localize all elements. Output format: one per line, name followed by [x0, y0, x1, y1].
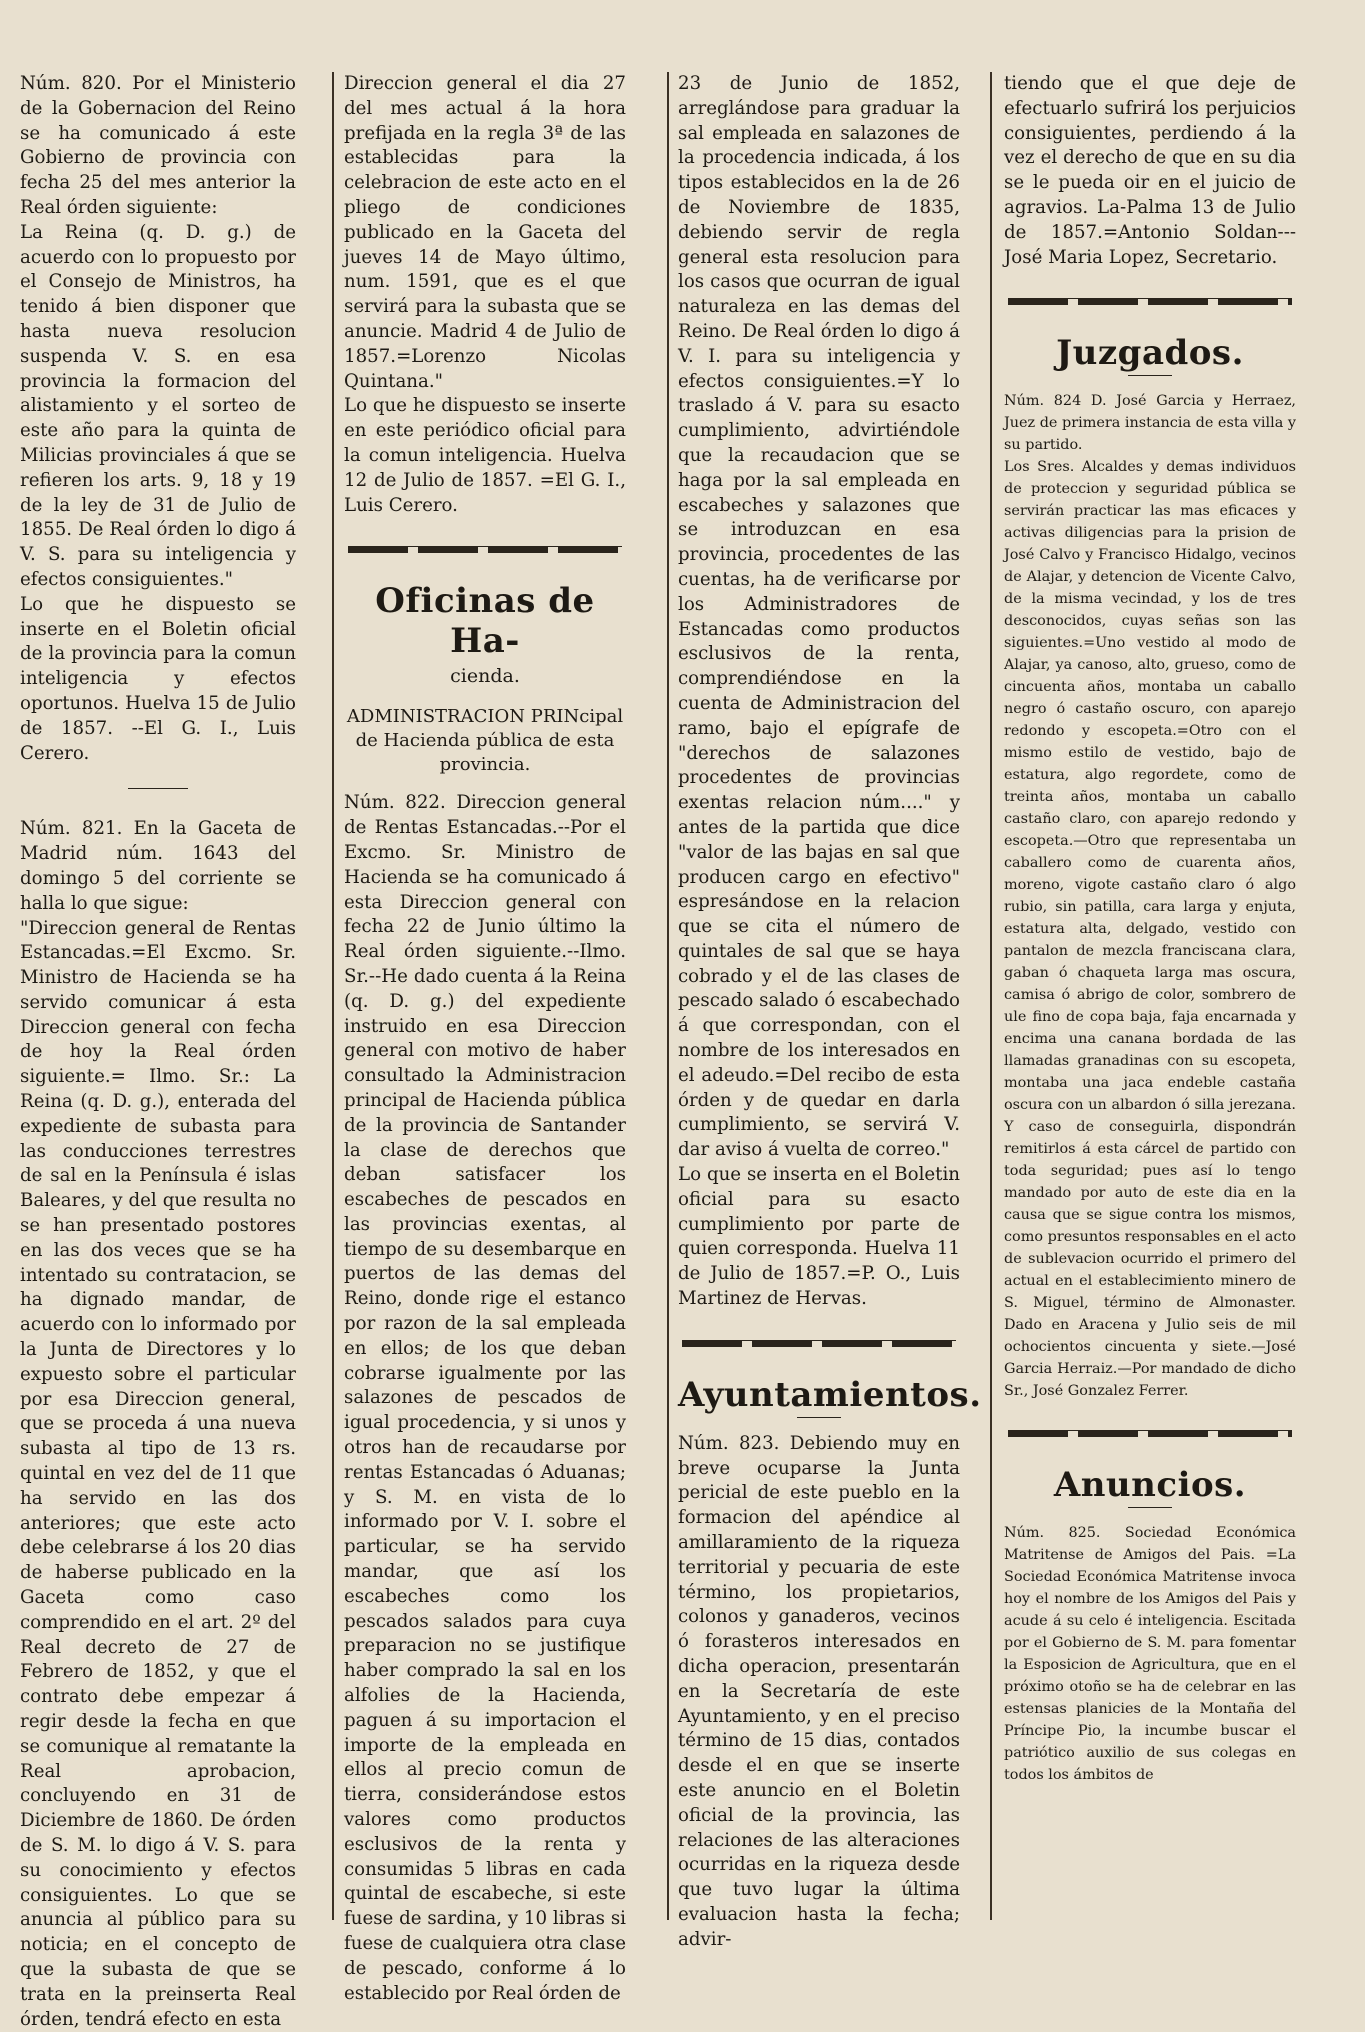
short-divider [1128, 1507, 1172, 1508]
notice-822-body: Núm. 822. Direccion general de Rentas Estancadas.--Por el Excmo. Sr. Ministro de Hacienda se ha comunicado á esta Direccion general con fecha 22 de Junio último la Real órden siguiente.--Ilmo. Sr.--He dado cuenta á la Reina (q. D. g.) del expediente instruido en esa Direccion general con motivo de haber consultado la Administracion principal de Hacienda pública de la provincia de Santander la clase de derechos que deban satisfacer los escabeches de pescados en las provincias exentas, al tiempo de su desembarque en puertos de las demas del Reino, donde rige el estanco por razon de la sal empleada en ellos; de los que deban cobrarse igualmente por las salazones de pescados de igual procedencia, y si unos y otros han de recaudarse por rentas Estancadas ó Aduanas; y S. M. en vista de lo informado por V. I. sobre el particular, se ha servido mandar, que así los escabeches como los pescados salados para cuya preparacion no se justifique haber comprado la sal en los alfolies de la Hacienda, paguen á su importacion el importe de la empleada en ellos al precio comun de tierra, considerándose estos valores como productos esclusivos de la renta y consumidas 5 libras en cada quintal de escabeche, si este fuese de sardina, y 10 libras si fuese de cualquiera otra clase de pescado, conforme á lo establecido por Real órden de [344, 791, 626, 2006]
short-divider [128, 788, 188, 789]
column-2 [344, 72, 626, 1920]
notice-823-continued: tiendo que el que deje de efectuarlo sufrirá los perjuicios consiguientes, perdiendo á la vez el derecho de que en su dia se le pueda oir en el juicio de agravios. La-Palma 13 de Julio de 1857.=Antonio Soldan---José Maria Lopez, Secretario. [1004, 72, 1296, 270]
column-4 [1004, 72, 1296, 1920]
section-title-oficinas: Oficinas de Ha- [344, 581, 626, 661]
notice-824-body: Los Sres. Alcaldes y demas individuos de proteccion y seguridad pública se servirán practicar las mas eficaces y activas diligencias para la prision de José Calvo y Francisco Hidalgo, vecinos de Alajar, y detencion de Vicente Calvo, de la misma vecindad, y los de tres desconocidos, cuyas señas son las siguientes.=Uno vestido al modo de Alajar, ya canoso, alto, grueso, como de cincuenta años, montaba un caballo negro ó castaño oscuro, con aparejo redondo y escopeta.=Otro con el mismo estilo de vestido, bajo de estatura, algo regordete, como de treinta años, montaba un caballo castaño claro, con aparejo redondo y escopeta.—Otro que representaba un caballero como de cuarenta años, moreno, vigote castaño claro ó algo rubio, sin patilla, cara larga y enjuta, estatura alta, delgado, vestido con pantalon de mezcla franciscana clara, gaban ó chaqueta larga mas oscura, camisa ó abrigo de color, sombrero de ule fino de copa baja, faja encarnada y encima una canana bordada de las llamadas granadinas con su escopeta, montaba una jaca endeble castaña oscura con un albardon ó silla jerezana. Y caso de conseguirla, dispondrán remitirlos á esta cárcel de partido con toda seguridad; pues así lo tengo mandado por auto de este dia en la causa que se sigue contra los mismos, como presuntos responsables en el acto de sublevacion ocurrido el primero del actual en el establecimiento minero de S. Miguel, término de Almonaster. Dado en Aracena y Julio seis de mil ochocientos cincuenta y siete.—José Garcia Herraiz.—Por mandado de dicho Sr., José Gonzalez Ferrer. [1004, 456, 1296, 1402]
notice-821-closing: Lo que he dispuesto se inserte en este periódico oficial para la comun inteligencia. Huelva 12 de Julio de 1857. =El G. I., Luis Cerero. [344, 394, 626, 518]
column-3 [678, 72, 960, 1920]
notice-820-body: La Reina (q. D. g.) de acuerdo con lo propuesto por el Consejo de Ministros, ha tenido á bien disponer que hasta nueva resolucion suspenda V. S. en esa provincia la formacion del alistamiento y el sorteo de este año para la quinta de Milicias provinciales á que se refieren los arts. 9, 18 y 19 de la ley de 31 de Julio de 1855. De Real órden lo digo á V. S. para su inteligencia y efectos consiguientes." [20, 221, 296, 593]
section-divider [1008, 1430, 1292, 1437]
column-divider [332, 72, 334, 1920]
notice-825-body: Núm. 825. Sociedad Económica Matritense de Amigos del Pais. =La Sociedad Económica Matritense invoca hoy el nombre de los Amigos del Pais y acude á su celo é inteligencia. Escitada por el Gobierno de S. M. para fomentar la Esposicion de Agricultura, que en el próximo otoño se ha de celebrar en las estensas planicies de la Montaña del Príncipe Pio, la incumbe buscar el patriótico auxilio de sus colegas en todos los ámbitos de [1004, 1522, 1296, 1786]
notice-824-header: Núm. 824 D. José Garcia y Herraez, Juez de primera instancia de esta villa y su partido. [1004, 390, 1296, 456]
heading-administracion: ADMINISTRACION PRINcipal de Hacienda pública de esta provincia. [344, 705, 626, 777]
short-divider [797, 1417, 841, 1418]
notice-823-body: Núm. 823. Debiendo muy en breve ocuparse la Junta pericial de este pueblo en la formacion del apéndice al amillaramiento de la riqueza territorial y pecuaria de este término, los propietarios, colonos y ganaderos, vecinos ó forasteros interesados en dicha operacion, presentarán en la Secretaría de este Ayuntamiento, y en el preciso término de 15 dias, contados desde el en que se inserte este anuncio en el Boletin oficial de la provincia, las relaciones de las alteraciones ocurridas en la riqueza desde que tuvo lugar la última evaluacion hasta la fecha; advir- [678, 1432, 960, 1953]
section-divider [1008, 298, 1292, 305]
notice-822-closing: Lo que se inserta en el Boletin oficial para su esacto cumplimiento por parte de quien corresponda. Huelva 11 de Julio de 1857.=P. O., Luis Martinez de Hervas. [678, 1163, 960, 1312]
section-divider [348, 546, 622, 553]
notice-820-intro: Núm. 820. Por el Ministerio de la Gobernacion del Reino se ha comunicado á este Gobierno de provincia con fecha 25 del mes anterior la Real órden siguiente: [20, 72, 296, 221]
section-title-juzgados: Juzgados. [1004, 333, 1296, 373]
section-divider [682, 1340, 956, 1347]
notice-820-closing: Lo que he dispuesto se inserte en el Boletin oficial de la provincia para la comun inteligencia y efectos oportunos. Huelva 15 de Julio de 1857. --El G. I., Luis Cerero. [20, 593, 296, 767]
short-divider [1128, 375, 1172, 376]
section-title-oficinas-cont: cienda. [344, 663, 626, 689]
notice-821-intro: Núm. 821. En la Gaceta de Madrid núm. 1643 del domingo 5 del corriente se halla lo que sigue: [20, 817, 296, 916]
column-1 [20, 72, 296, 1920]
notice-821-continued: Direccion general el dia 27 del mes actual á la hora prefijada en la regla 3ª de las establecidas para la celebracion de este acto en el pliego de condiciones publicado en la Gaceta del jueves 14 de Mayo último, num. 1591, que es el que servirá para la subasta que se anuncie. Madrid 4 de Julio de 1857.=Lorenzo Nicolas Quintana." [344, 72, 626, 394]
column-divider [667, 72, 669, 1920]
section-title-ayuntamientos: Ayuntamientos. [678, 1375, 960, 1415]
column-divider [990, 72, 992, 1920]
notice-821-body: "Direccion general de Rentas Estancadas.=El Excmo. Sr. Ministro de Hacienda se ha servido comunicar á esta Direccion general con fecha de hoy la Real órden siguiente.= Ilmo. Sr.: La Reina (q. D. g.), enterada del expediente de subasta para las conducciones terrestres de sal en la Península é islas Baleares, y del que resulta no se han presentado postores en las dos veces que se ha intentado su contratacion, se ha dignado mandar, de acuerdo con lo informado por la Junta de Directores y lo expuesto sobre el particular por esa Direccion general, que se proceda á una nueva subasta al tipo de 13 rs. quintal en vez del de 11 que ha servido en las dos anteriores; que este acto debe celebrarse á los 20 dias de haberse publicado en la Gaceta como caso comprendido en el art. 2º del Real decreto de 27 de Febrero de 1852, y que el contrato debe empezar á regir desde la fecha en que se comunique al rematante la Real aprobacion, concluyendo en 31 de Diciembre de 1860. De órden de S. M. lo digo á V. S. para su conocimiento y efectos consiguientes. Lo que se anuncia al público para su noticia; en el concepto de que la subasta de que se trata en la preinserta Real órden, tendrá efecto en esta [20, 917, 296, 2032]
notice-822-continued: 23 de Junio de 1852, arreglándose para graduar la sal empleada en salazones de la procedencia indicada, á los tipos establecidos en la de 26 de Noviembre de 1835, debiendo servir de regla general esta resolucion para los casos que ocurran de igual naturaleza en las demas del Reino. De Real órden lo digo á V. I. para su inteligencia y efectos consiguientes.=Y lo traslado á V. para su esacto cumplimiento, advirtiéndole que la recaudacion que se haga por la sal empleada en escabeches y salazones que se introduzcan en esa provincia, procedentes de las cuentas, ha de verificarse por los Administradores de Estancadas como productos esclusivos de la renta, comprendiéndose en la cuenta de Administracion del ramo, bajo el epígrafe de "derechos de salazones procedentes de provincias exentas relacion núm...." y antes de la partida que dice "valor de las bajas en sal que producen cargo en efectivo" espresándose en la relacion que se cita el número de quintales de sal que se haya cobrado y el de las clases de pescado salado ó escabechado á que correspondan, con el nombre de los interesados en el adeudo.=Del recibo de esta órden y de quedar en darla cumplimiento, se servirá V. dar aviso á vuelta de correo." [678, 72, 960, 1163]
section-title-anuncios: Anuncios. [1004, 1465, 1296, 1505]
